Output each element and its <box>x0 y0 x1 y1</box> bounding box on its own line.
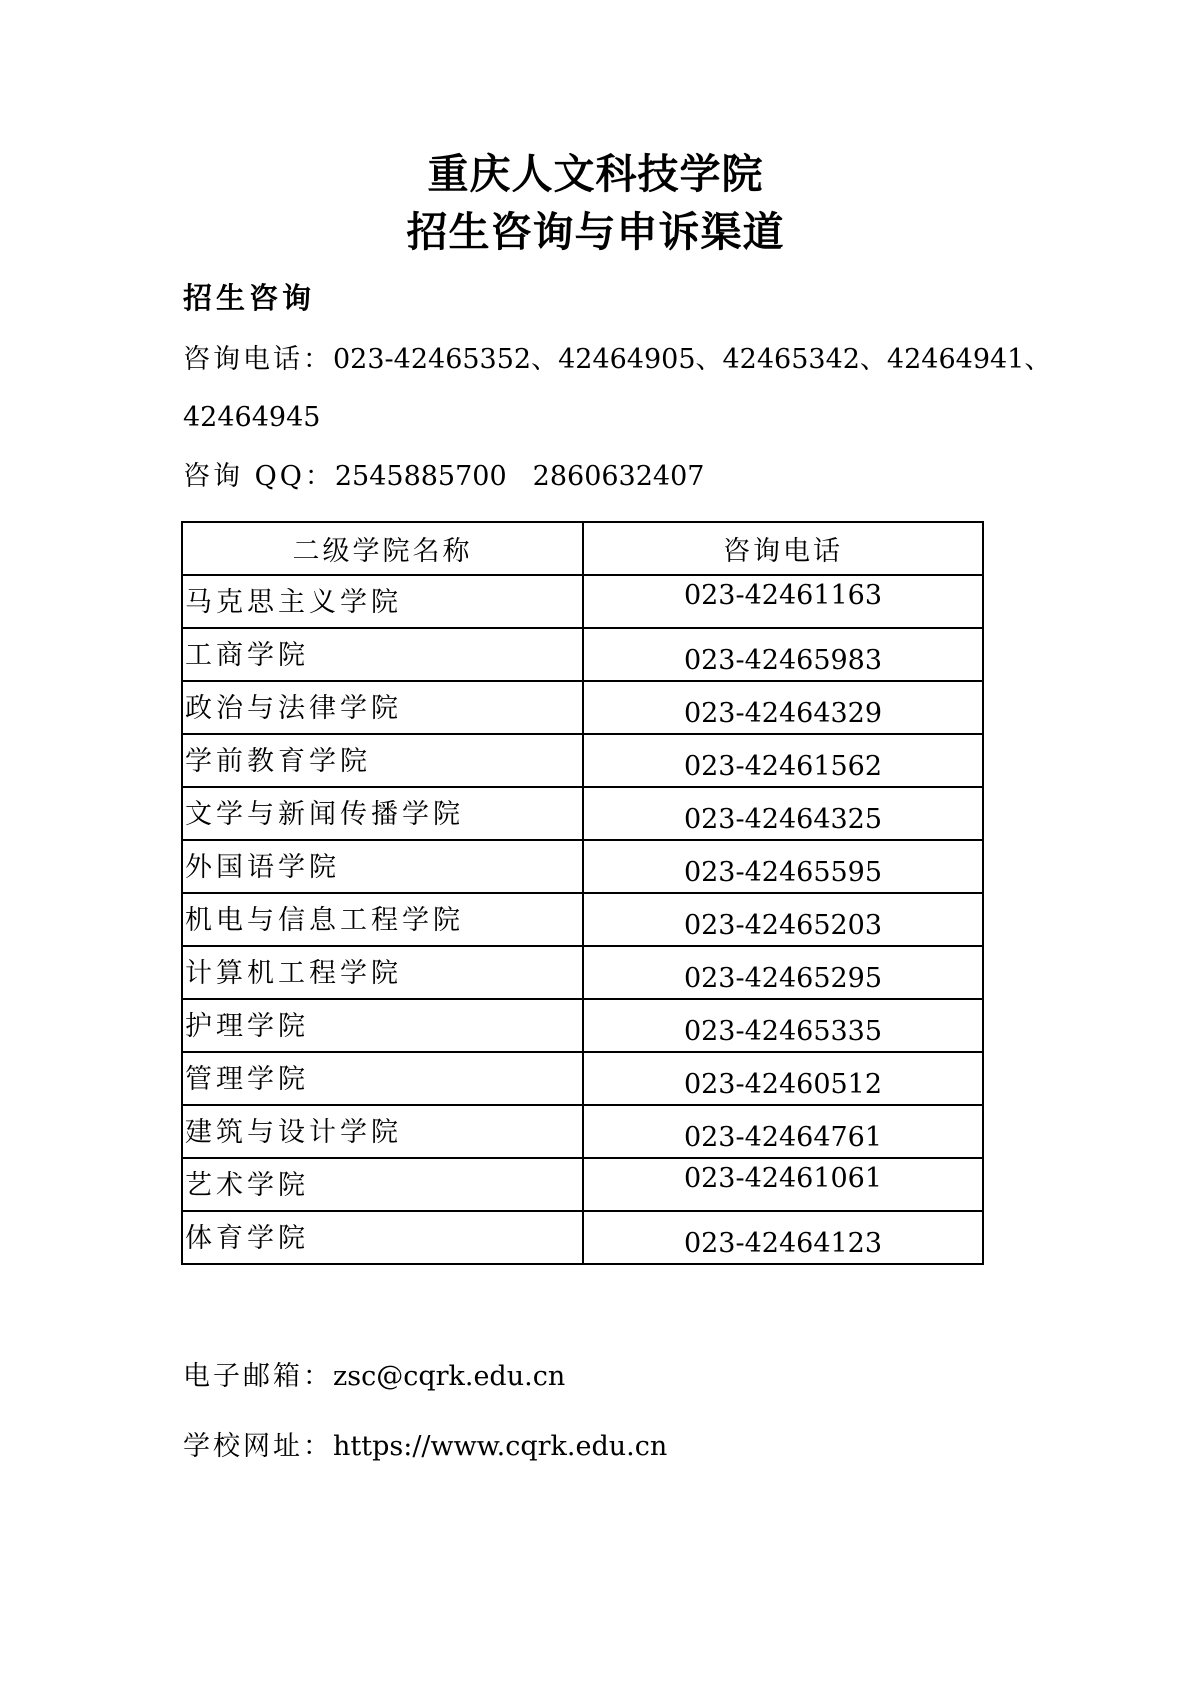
college-name: 工商学院 <box>182 628 583 681</box>
page-title: 重庆人文科技学院 <box>427 150 764 198</box>
table-row <box>182 734 983 787</box>
table-row <box>182 787 983 840</box>
table-row <box>182 575 983 628</box>
college-name: 政治与法律学院 <box>182 681 583 734</box>
table-row <box>182 1158 983 1211</box>
email-line <box>183 1357 565 1397</box>
table-row <box>182 946 983 999</box>
consult-qq-1: 2545885700 <box>334 461 507 492</box>
consult-qq-2: 2860632407 <box>532 461 705 492</box>
consult-phone-label: 咨询电话： <box>183 344 333 375</box>
college-phone: 023-42465335 <box>583 999 983 1052</box>
college-name: 体育学院 <box>182 1211 583 1264</box>
table-row <box>182 893 983 946</box>
table-row <box>182 1052 983 1105</box>
section-heading: 招生咨询 <box>183 281 316 315</box>
college-phone: 023-42465203 <box>583 893 983 946</box>
page-subtitle: 招生咨询与申诉渠道 <box>406 208 785 256</box>
table-row <box>182 999 983 1052</box>
college-name: 马克思主义学院 <box>182 575 583 628</box>
college-phone: 023-42465295 <box>583 946 983 999</box>
college-name: 学前教育学院 <box>182 734 583 787</box>
email-label: 电子邮箱： <box>183 1361 333 1392</box>
college-name: 护理学院 <box>182 999 583 1052</box>
consult-qq-label: 咨询 QQ： <box>183 461 335 492</box>
college-phone: 023-42461163 <box>583 575 983 628</box>
college-phone: 023-42461061 <box>583 1158 983 1211</box>
college-name: 文学与新闻传播学院 <box>182 787 583 840</box>
consult-phone-numbers: 023-42465352、42464905、42465342、42464941、 <box>333 344 1052 375</box>
website-line <box>183 1427 667 1467</box>
table-row <box>182 681 983 734</box>
college-name: 艺术学院 <box>182 1158 583 1211</box>
college-phone: 023-42460512 <box>583 1052 983 1105</box>
column-header-phone: 咨询电话 <box>583 522 983 575</box>
website-url[interactable]: https://www.cqrk.edu.cn <box>333 1431 668 1462</box>
college-name: 计算机工程学院 <box>182 946 583 999</box>
college-phone: 023-42464325 <box>583 787 983 840</box>
college-name: 建筑与设计学院 <box>182 1105 583 1158</box>
consult-phone-line-continued: 42464945 <box>183 402 321 433</box>
table-row <box>182 1211 983 1264</box>
consult-phone-line <box>183 340 1051 380</box>
table-row <box>182 628 983 681</box>
college-name: 机电与信息工程学院 <box>182 893 583 946</box>
college-phone: 023-42461562 <box>583 734 983 787</box>
college-phone: 023-42465595 <box>583 840 983 893</box>
email-address[interactable]: zsc@cqrk.edu.cn <box>333 1361 566 1392</box>
college-name: 外国语学院 <box>182 840 583 893</box>
college-phone: 023-42464329 <box>583 681 983 734</box>
table-row <box>182 1105 983 1158</box>
college-name: 管理学院 <box>182 1052 583 1105</box>
website-label: 学校网址： <box>183 1431 333 1462</box>
college-phone: 023-42465983 <box>583 628 983 681</box>
column-header-college: 二级学院名称 <box>182 522 583 575</box>
college-contact-table <box>181 521 984 1265</box>
table-header-row <box>182 522 983 575</box>
college-phone: 023-42464761 <box>583 1105 983 1158</box>
consult-qq-line <box>183 457 704 497</box>
college-phone: 023-42464123 <box>583 1211 983 1264</box>
table-row <box>182 840 983 893</box>
